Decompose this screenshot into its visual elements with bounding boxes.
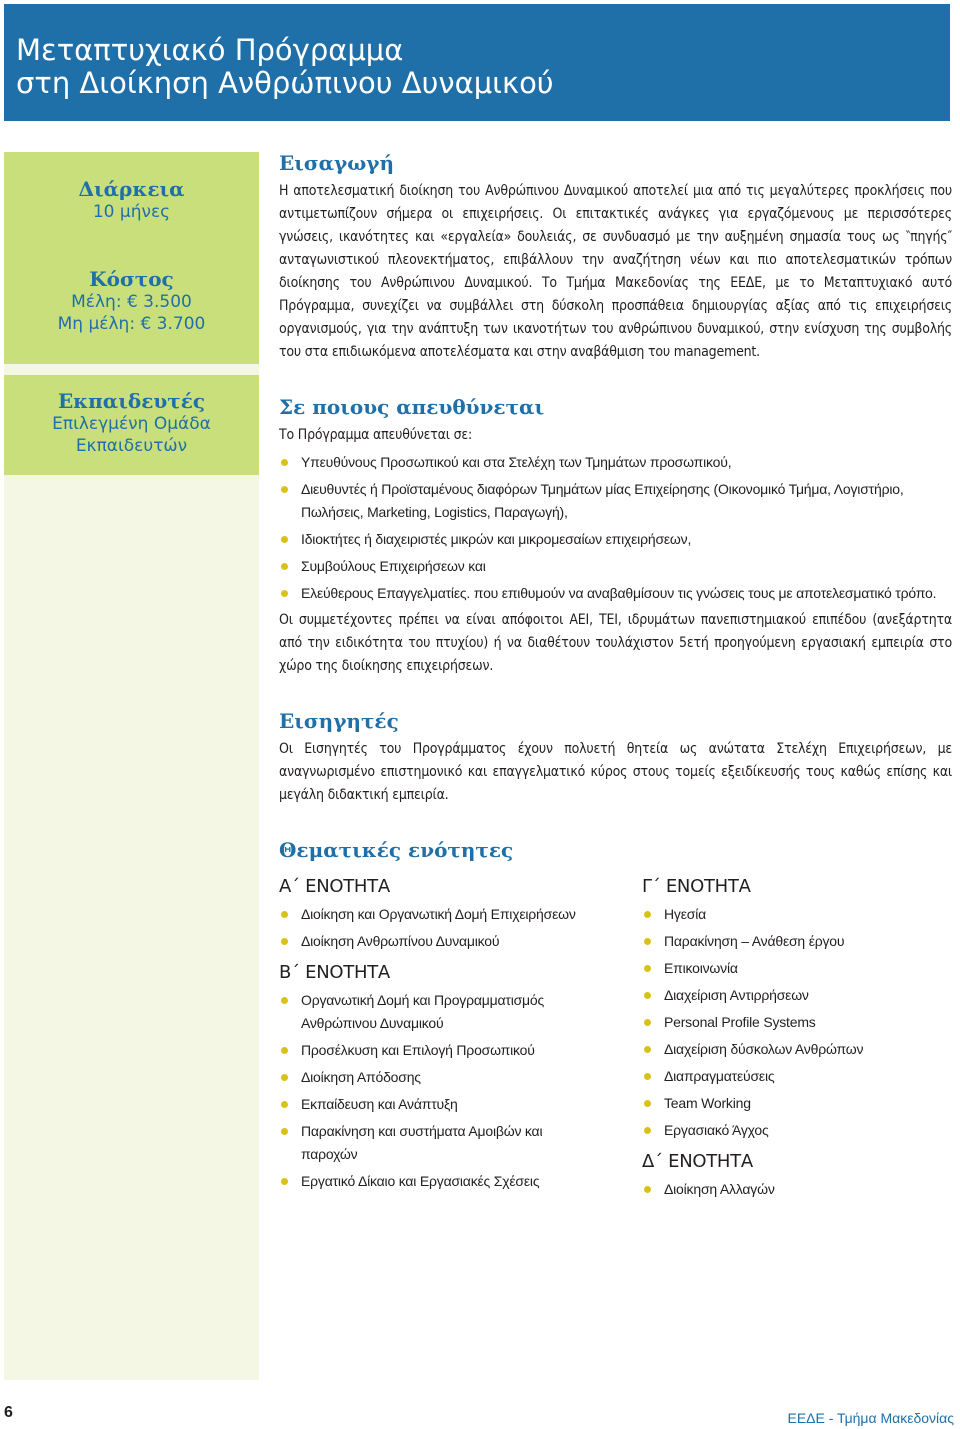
bullet-icon	[644, 992, 651, 999]
page-title-line2: στη Διοίκηση Ανθρώπινου Δυναμικού	[16, 66, 554, 100]
bullet-icon	[644, 1019, 651, 1026]
bullet-icon	[644, 1073, 651, 1080]
audience-lead: Το Πρόγραμμα απευθύνεται σε:	[279, 427, 473, 443]
units-section	[279, 837, 952, 1207]
audience-section	[279, 394, 952, 678]
list-item: Εργατικό Δίκαιο και Εργασιακές Σχέσεις	[279, 1170, 589, 1193]
units-columns	[279, 867, 952, 1207]
list-item: Διαχείριση Αντιρρήσεων	[642, 984, 942, 1007]
list-item: Διαχείριση δύσκολων Ανθρώπων	[642, 1038, 942, 1061]
list-item: Παρακίνηση και συστήματα Αμοιβών και παροχών	[279, 1120, 589, 1166]
list-item: Διευθυντές ή Προϊσταμένους διαφόρων Τμημάτων μίας Επιχείρησης (Οικονομικό Τμήμα, Λογιστήριο, Πωλήσεις, Marketing, Logistics, Παραγωγή),	[279, 478, 952, 524]
list-item: Personal Profile Systems	[642, 1011, 942, 1034]
unit-a-list	[279, 903, 589, 953]
bullet-icon	[644, 1046, 651, 1053]
list-item: Διοίκηση Αλλαγών	[642, 1178, 942, 1201]
intro-section	[279, 150, 952, 364]
units-column-left	[279, 867, 589, 1197]
bullet-icon	[281, 911, 288, 918]
cost-nonmembers: Μη μέλη: € 3.700	[57, 314, 206, 334]
bullet-icon	[644, 938, 651, 945]
trainers-line1: Επιλεγμένη Ομάδα	[52, 414, 211, 434]
bullet-icon	[281, 1047, 288, 1054]
intro-text: Η αποτελεσματική διοίκηση του Ανθρώπινου Δυναμικού αποτελεί μια από τις μεγαλύτερες προκλήσεις που αντιμετωπίζουν σήμερα οι επιχειρήσεις. Οι επιτακτικές ανάγκες για εργαζόμενους με περισσότερες γνώσεις, ικανότητες και «εργαλεία» δουλειάς, σε συνδυασμό με την αυξημένη σημασία τους ως ‶πηγής″ ανταγωνιστικού πλεονεκτήματος, επιβάλλουν την αναζήτηση νέων και πιο αποτελεσματικών τρόπων διοίκησης του Ανθρώπινου Δυναμικού. Το Τμήμα Μακεδονίας της ΕΕΔΕ, με το Μεταπτυχιακό αυτό Πρόγραμμα, συνεχίζει να συμβάλλει στη δύσκολη προσπάθεια δημιουργίας αξίας από τις επιχειρήσεις οργανισμούς, για την ανάπτυξη των ικανοτήτων του ανθρώπινου δυναμικού, στην ενίσχυση της συμβολής του στα επιδιωκόμενα αποτελέσματα και στην αναβάθμιση του management.	[279, 183, 952, 360]
cost-label: Κόστος	[89, 267, 174, 291]
bullet-icon	[281, 1101, 288, 1108]
trainers-label: Εκπαιδευτές	[57, 389, 206, 413]
bullet-icon	[281, 563, 288, 570]
bullet-icon	[281, 590, 288, 597]
bullet-icon	[281, 459, 288, 466]
footer-org: ΕΕΔΕ - Τμήμα Μακεδονίας	[787, 1410, 954, 1426]
bullet-icon	[281, 536, 288, 543]
list-item: Εκπαίδευση και Ανάπτυξη	[279, 1093, 589, 1116]
list-item: Εργασιακό Άγχος	[642, 1119, 942, 1142]
bullet-icon	[644, 911, 651, 918]
unit-b-list	[279, 989, 589, 1193]
list-item: Team Working	[642, 1092, 942, 1115]
list-item: Διοίκηση Απόδοσης	[279, 1066, 589, 1089]
audience-list	[279, 451, 952, 605]
cost-members: Μέλη: € 3.500	[71, 292, 192, 312]
list-item: Ελεύθερους Επαγγελματίες. που επιθυμούν να αναβαθμίσουν τις γνώσεις τους με αποτελεσματικό τρόπο.	[279, 582, 952, 605]
speakers-text: Οι Εισηγητές του Προγράμματος έχουν πολυετή θητεία ως ανώτατα Στελέχη Επιχειρήσεων, με αναγνωρισμένο επιστημονικό και επαγγελματικό κύρος στους τομείς εξειδίκευσής τους καθώς επίσης και μεγάλη διδακτική εμπειρία.	[279, 741, 952, 803]
bullet-icon	[281, 1178, 288, 1185]
bullet-icon	[644, 1100, 651, 1107]
intro-title: Εισαγωγή	[279, 151, 395, 175]
bullet-icon	[281, 1128, 288, 1135]
list-item: Προσέλκυση και Επιλογή Προσωπικού	[279, 1039, 589, 1062]
duration-value: 10 μήνες	[92, 202, 171, 222]
duration-label: Διάρκεια	[78, 177, 185, 201]
bullet-icon	[644, 1127, 651, 1134]
list-item: Διοίκηση Ανθρωπίνου Δυναμικού	[279, 930, 589, 953]
unit-b-title: Β΄ ΕΝΟΤΗΤΑ	[279, 962, 390, 983]
list-item: Οργανωτική Δομή και Προγραμματισμός Ανθρώπινου Δυναμικού	[279, 989, 589, 1035]
page-number: 6	[4, 1404, 13, 1421]
unit-c-list	[642, 903, 942, 1142]
bullet-icon	[281, 938, 288, 945]
list-item: Επικοινωνία	[642, 957, 942, 980]
bullet-icon	[644, 965, 651, 972]
audience-note: Οι συμμετέχοντες πρέπει να είναι απόφοιτοι ΑΕΙ, ΤΕΙ, ιδρυμάτων πανεπιστημιακού επιπέδου (ανεξάρτητα από την ειδικότητα του πτυχίου) ή να διαθέτουν τουλάχιστον 5ετή προηγούμενη εργασιακή εμπειρία στο χώρο της διοίκησης επιχειρήσεων.	[279, 612, 952, 674]
unit-d-title: Δ΄ ΕΝΟΤΗΤΑ	[642, 1151, 753, 1172]
list-item: Ιδιοκτήτες ή διαχειριστές μικρών και μικρομεσαίων επιχειρήσεων,	[279, 528, 952, 551]
speakers-title: Εισηγητές	[279, 709, 399, 733]
bullet-icon	[644, 1186, 651, 1193]
page-title-line1: Μεταπτυχιακό Πρόγραμμα	[16, 33, 404, 67]
units-column-right	[642, 867, 942, 1205]
list-item: Ηγεσία	[642, 903, 942, 926]
bullet-icon	[281, 1074, 288, 1081]
list-item: Υπευθύνους Προσωπικού και στα Στελέχη των Τμημάτων προσωπικού,	[279, 451, 952, 474]
bullet-icon	[281, 486, 288, 493]
bullet-icon	[281, 997, 288, 1004]
unit-c-title: Γ΄ ΕΝΟΤΗΤΑ	[642, 876, 751, 897]
page-header	[4, 4, 950, 121]
list-item: Παρακίνηση – Ανάθεση έργου	[642, 930, 942, 953]
speakers-section	[279, 708, 952, 807]
list-item: Διοίκηση και Οργανωτική Δομή Επιχειρήσεων	[279, 903, 589, 926]
main-content	[279, 150, 952, 1207]
page-title	[16, 34, 554, 100]
info-box-trainers	[4, 375, 259, 475]
audience-title: Σε ποιους απευθύνεται	[279, 395, 545, 419]
list-item: Διαπραγματεύσεις	[642, 1065, 942, 1088]
units-title: Θεματικές ενότητες	[279, 838, 514, 862]
unit-a-title: Α΄ ΕΝΟΤΗΤΑ	[279, 876, 390, 897]
list-item: Συμβούλους Επιχειρήσεων και	[279, 555, 952, 578]
info-box-duration-cost	[4, 152, 259, 364]
unit-d-list	[642, 1178, 942, 1201]
trainers-line2: Εκπαιδευτών	[75, 436, 188, 456]
